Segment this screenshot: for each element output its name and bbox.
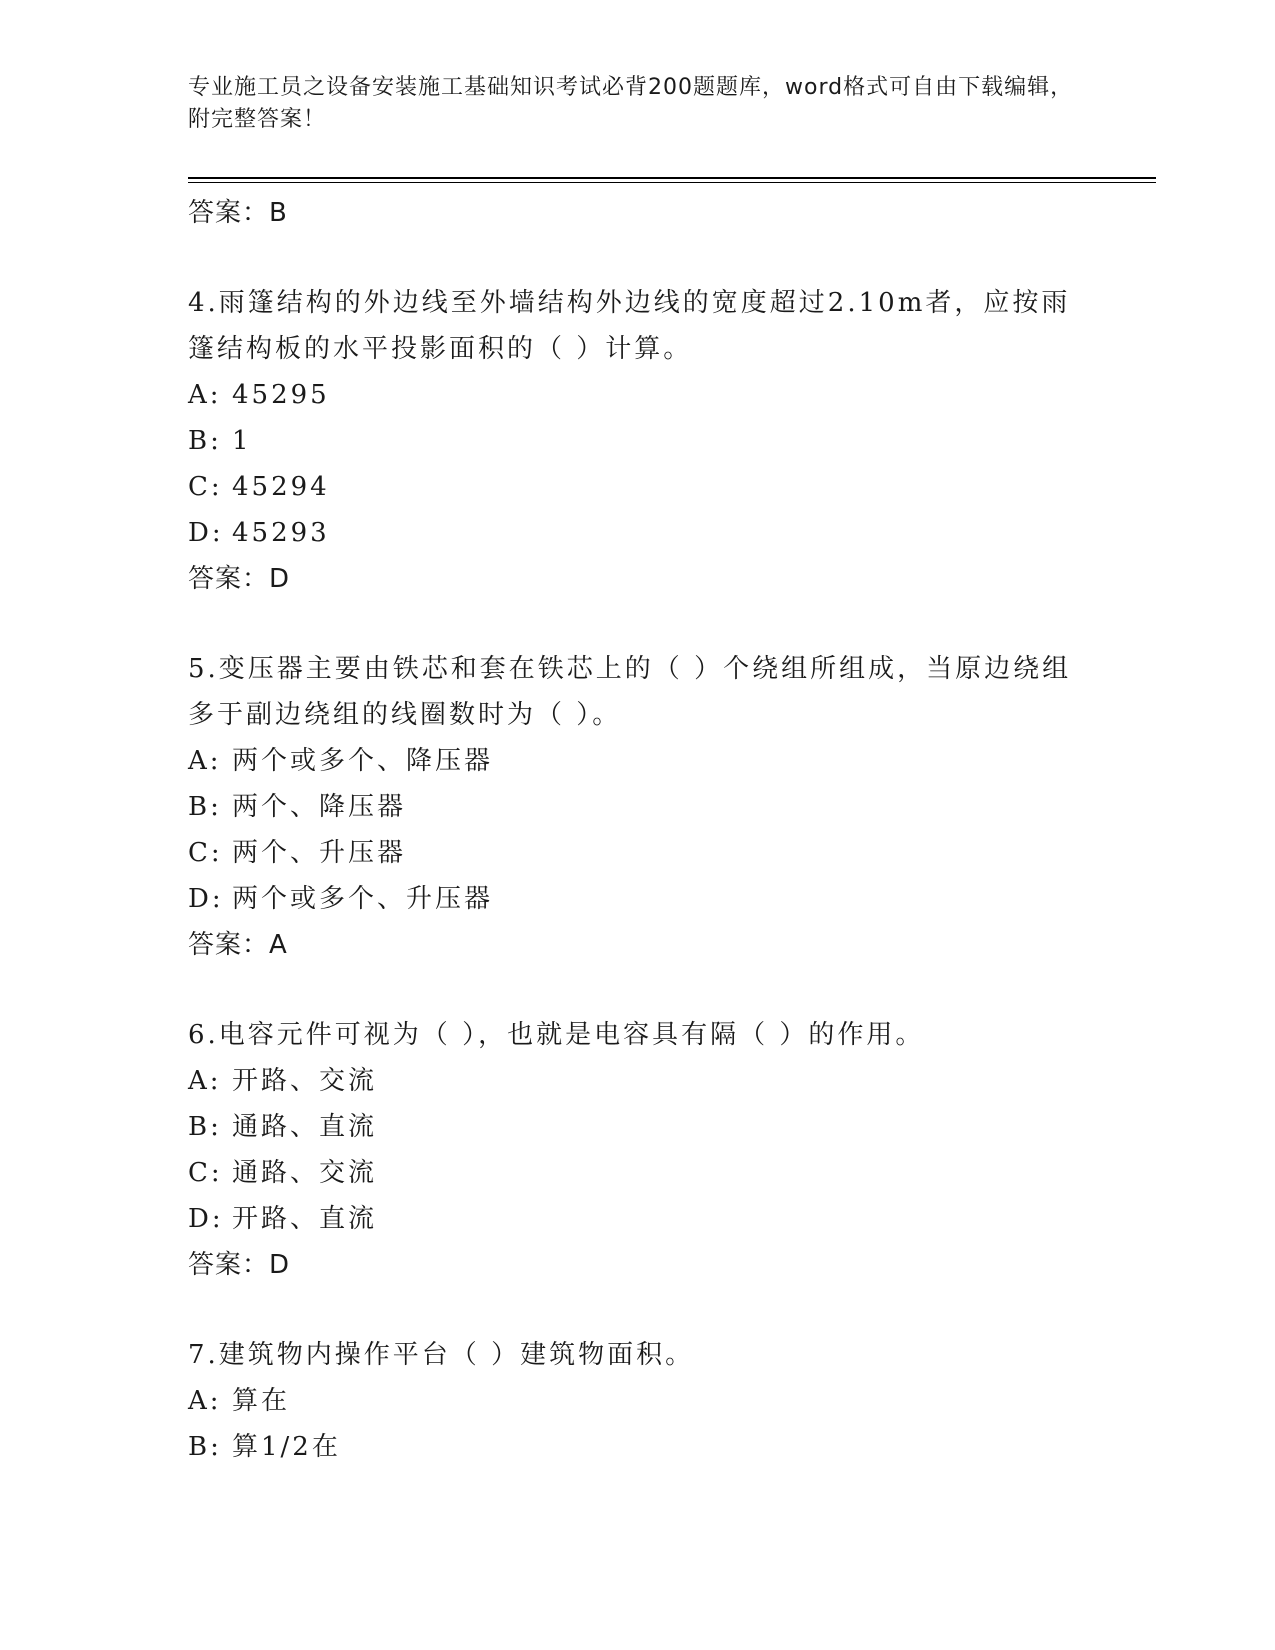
option-letter: D: — [188, 884, 224, 914]
answer-line: 答案：A — [188, 930, 288, 960]
question-text: 5.变压器主要由铁芯和套在铁芯上的（ ）个绕组所组成，当原边绕组多于副边绕组的线圈数时为（ ）。 — [188, 654, 1072, 730]
option-text: 开路、交流 — [232, 1066, 378, 1096]
spacer — [188, 236, 1088, 280]
option-text: 算1/2在 — [232, 1432, 341, 1462]
option-letter: B: — [188, 1112, 222, 1142]
option-letter: A: — [188, 380, 222, 410]
question-block-7 — [188, 1332, 1088, 1470]
question-list — [188, 190, 1088, 1470]
page-header-title: 专业施工员之设备安装施工基础知识考试必背200题题库，word格式可自由下载编辑，附完整答案！ — [188, 75, 1074, 132]
option-letter: D: — [188, 518, 224, 548]
question-text: 6.电容元件可视为（ ），也就是电容具有隔（ ）的作用。 — [188, 1020, 925, 1050]
option-text: 两个、降压器 — [232, 792, 407, 822]
option-letter: A: — [188, 1066, 222, 1096]
option-text: 45295 — [232, 380, 330, 410]
answer-line: 答案：D — [188, 564, 291, 594]
option-b — [188, 784, 1088, 830]
header-divider — [188, 177, 1156, 183]
answer-line: 答案：D — [188, 1250, 291, 1280]
option-b — [188, 1104, 1088, 1150]
option-text: 两个或多个、降压器 — [232, 746, 494, 776]
option-letter: D: — [188, 1204, 224, 1234]
spacer — [188, 602, 1088, 646]
option-text: 1 — [232, 426, 252, 456]
option-a — [188, 372, 1088, 418]
option-b — [188, 418, 1088, 464]
option-letter: C: — [188, 472, 223, 502]
option-d — [188, 1196, 1088, 1242]
option-letter: C: — [188, 1158, 223, 1188]
option-letter: B: — [188, 1432, 222, 1462]
question-block-5 — [188, 646, 1088, 968]
option-text: 45294 — [232, 472, 330, 502]
spacer — [188, 1288, 1088, 1332]
option-letter: C: — [188, 838, 223, 868]
option-text: 开路、直流 — [232, 1204, 378, 1234]
option-text: 通路、交流 — [232, 1158, 378, 1188]
option-c — [188, 830, 1088, 876]
option-d — [188, 510, 1088, 556]
option-letter: A: — [188, 746, 222, 776]
option-text: 45293 — [232, 518, 330, 548]
option-letter: B: — [188, 792, 222, 822]
answer-line: 答案：B — [188, 198, 288, 228]
option-b — [188, 1424, 1088, 1470]
question-text: 4.雨篷结构的外边线至外墙结构外边线的宽度超过2.10m者，应按雨篷结构板的水平投影面积的（ ）计算。 — [188, 288, 1071, 364]
question-block-4 — [188, 280, 1088, 602]
option-text: 两个或多个、升压器 — [232, 884, 494, 914]
question-block-6 — [188, 1012, 1088, 1288]
option-d — [188, 876, 1088, 922]
option-a — [188, 738, 1088, 784]
option-c — [188, 1150, 1088, 1196]
question-text: 7.建筑物内操作平台（ ）建筑物面积。 — [188, 1340, 695, 1370]
option-a — [188, 1058, 1088, 1104]
option-text: 通路、直流 — [232, 1112, 378, 1142]
option-letter: B: — [188, 426, 222, 456]
option-text: 两个、升压器 — [232, 838, 407, 868]
spacer — [188, 968, 1088, 1012]
option-a — [188, 1378, 1088, 1424]
option-text: 算在 — [232, 1386, 291, 1416]
option-letter: A: — [188, 1386, 222, 1416]
option-c — [188, 464, 1088, 510]
